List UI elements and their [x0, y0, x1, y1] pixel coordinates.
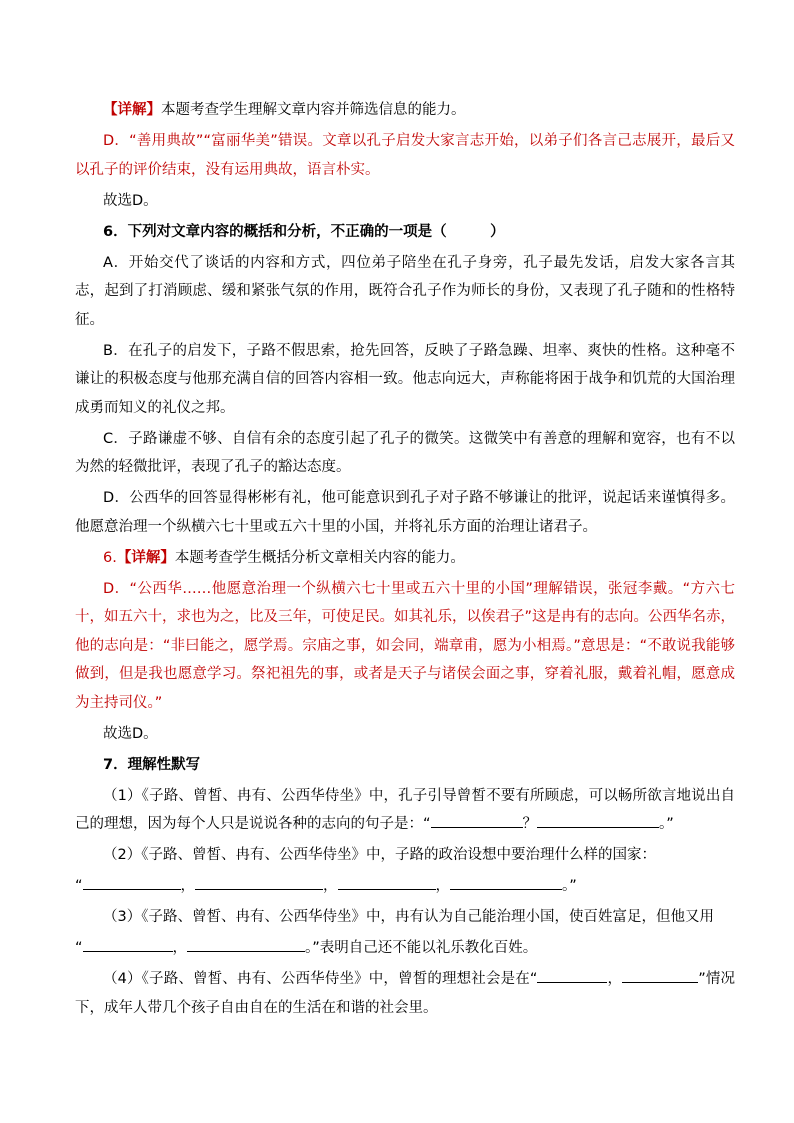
question6-option-d: D．公西华的回答显得彬彬有礼，他可能意识到孔子对子路不够谦让的批评，说起话来谨慎得多。他愿意治理一个纵横六七十里或五六十里的小国，并将礼乐方面的治理让诸君子。 — [75, 490, 735, 535]
question6-stem: 6．下列对文章内容的概括和分析，不正确的一项是（ ） — [103, 223, 505, 240]
answer-blank[interactable] — [83, 937, 173, 952]
question6-option-b: B．在孔子的启发下，子路不假思索，抢先回答，反映了子路急躁、坦率、爽快的性格。这种毫不谦让的积极态度与他那充满自信的回答内容相一致。他志向远大，声称能将困于战争和饥荒的大国治理成勇而知义的礼仪之邦。 — [75, 342, 735, 416]
item4-end: ”情况下，成年人带几个孩子自由自在的生活在和谐的社会里。 — [75, 971, 735, 1016]
item2-open: “ — [75, 878, 83, 894]
analysis-number: 6. — [103, 549, 117, 566]
answer-blank[interactable] — [195, 875, 323, 890]
question7-item1 — [75, 782, 735, 839]
question7-item2 — [75, 841, 735, 870]
item2-sep: ， — [435, 878, 451, 894]
item2-sep: ， — [323, 878, 338, 894]
question6-option-a: A．开始交代了谈话的内容和方式，四位弟子陪坐在孔子身旁，孔子最先发话，启发大家各言其志，起到了打消顾虑、缓和紧张气氛的作用，既符合孔子作为师长的身份，又表现了孔子随和的性格特征。 — [75, 254, 735, 328]
question7-item4 — [75, 965, 735, 1022]
item2-end: 。” — [562, 878, 577, 894]
analysis5-conclusion: 故选D。 — [103, 192, 158, 209]
analysis-tag: 【详解】 — [116, 549, 175, 566]
answer-blank[interactable] — [537, 813, 659, 828]
answer-blank[interactable] — [450, 875, 562, 890]
answer-blank[interactable] — [431, 813, 523, 828]
item2-text: （2）《子路、曾皙、冉有、公西华侍坐》中，子路的政治设想中要治理什么样的国家： — [103, 847, 656, 863]
question7-title: 7．理解性默写 — [103, 756, 201, 773]
question7-item2-blanks — [75, 872, 735, 901]
item3-end: 。”表明自己还不能以礼乐教化百姓。 — [305, 940, 538, 956]
analysis-intro-text: 本题考查学生概括分析文章相关内容的能力。 — [174, 549, 465, 566]
question7-item3-blanks — [75, 934, 735, 963]
analysis-tag: 【详解】 — [103, 102, 161, 118]
document-page — [75, 96, 735, 1025]
answer-blank[interactable] — [83, 875, 181, 890]
item4-sep: ， — [607, 971, 623, 987]
item3-text: （3）《子路、曾皙、冉有、公西华侍坐》中，冉有认为自己能治理小国，使百姓富足，但他又用 — [103, 909, 714, 925]
item3-sep: ， — [172, 940, 188, 956]
item1-end: 。” — [659, 816, 674, 832]
answer-blank[interactable] — [187, 937, 305, 952]
item1-mid: ？ — [522, 816, 538, 832]
item2-sep: ， — [180, 878, 196, 894]
item1-text: （1）《子路、曾皙、冉有、公西华侍坐》中，孔子引导曾皙不要有所顾虑，可以畅所欲言地说出自己的理想，因为每个人只是说说各种的志向的句子是：“ — [75, 787, 735, 832]
answer-blank[interactable] — [622, 968, 698, 983]
analysis6-conclusion: 故选D。 — [103, 725, 158, 742]
answer-blank[interactable] — [338, 875, 436, 890]
question6-option-c: C．子路谦虚不够、自信有余的态度引起了孔子的微笑。这微笑中有善意的理解和宽容，也有不以为然的轻微批评，表现了孔子的豁达态度。 — [75, 430, 735, 475]
analysis6-option-d: D．“公西华……他愿意治理一个纵横六七十里或五六十里的小国”理解错误，张冠李戴。“方六七十，如五六十，求也为之，比及三年，可使足民。如其礼乐，以俟君子”这是冉有的志向。公西华名赤，他的志向是：“非曰能之，愿学焉。宗庙之事，如会同，端章甫，愿为小相焉。”意思是：“不敢说我能够做到，但是我也愿意学习。祭祀祖先的事，或者是天子与诸侯会面之事，穿着礼服，戴着礼帽，愿意成为主持司仪。” — [75, 580, 736, 711]
analysis-intro-text: 本题考查学生理解文章内容并筛选信息的能力。 — [161, 102, 466, 118]
item4-text: （4）《子路、曾皙、冉有、公西华侍坐》中，曾皙的理想社会是在“ — [103, 971, 538, 987]
analysis5-option-d: D．“善用典故”“富丽华美”错误。文章以孔子启发大家言志开始，以弟子们各言己志展开，最后又以孔子的评价结束，没有运用典故，语言朴实。 — [75, 133, 735, 178]
answer-blank[interactable] — [537, 968, 607, 983]
question7-item3 — [75, 903, 735, 932]
item3-open: “ — [75, 940, 83, 956]
analysis5-intro — [75, 96, 735, 125]
analysis6-intro — [75, 544, 735, 573]
